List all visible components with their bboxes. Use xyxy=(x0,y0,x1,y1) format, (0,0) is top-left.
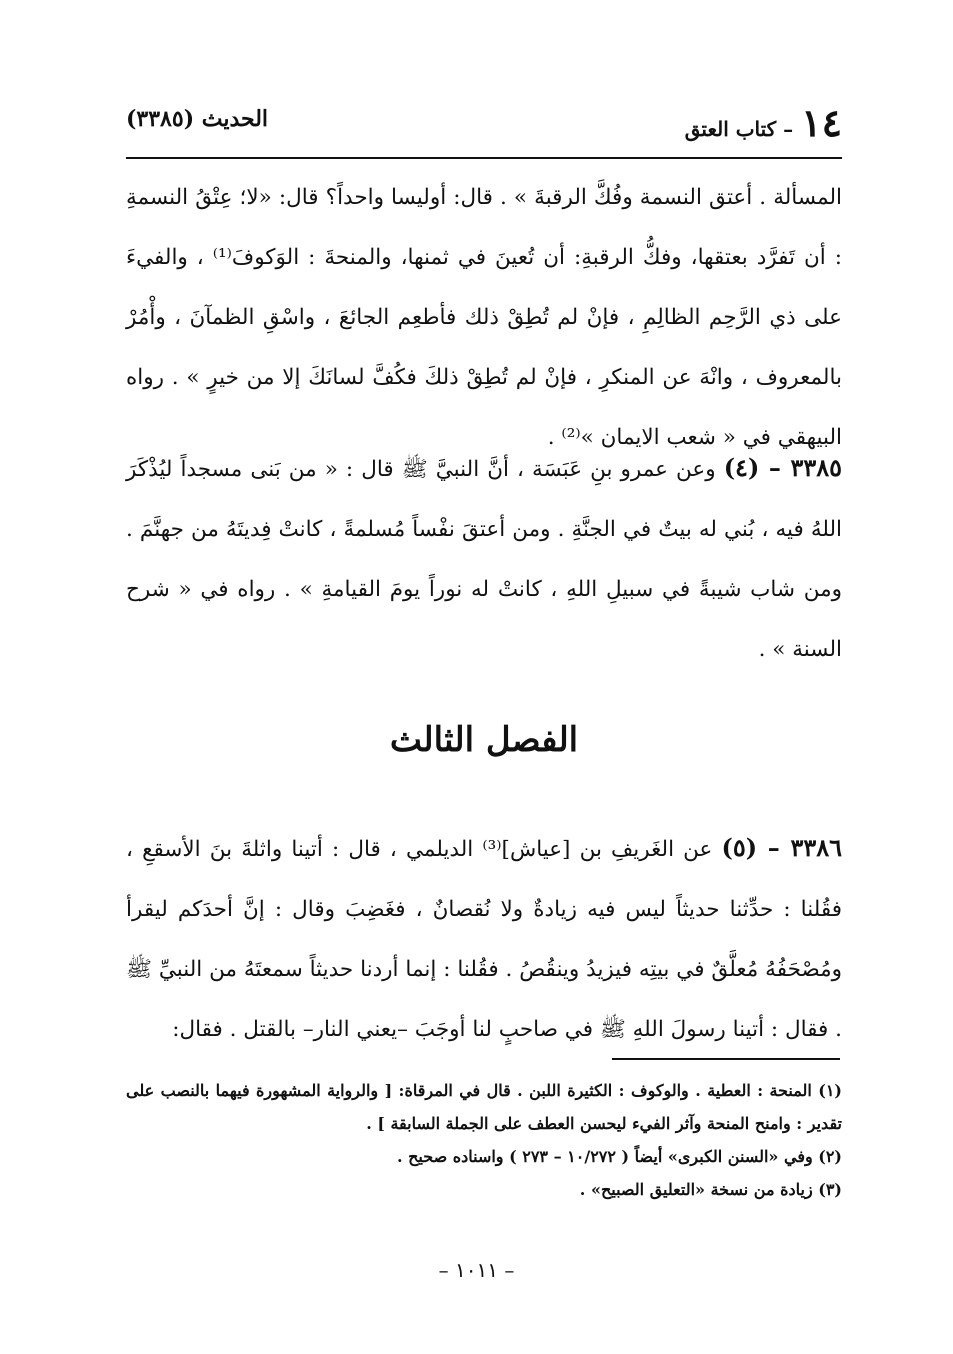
hadith-text: وعن عمرو بنِ عَبَسَة ، أنَّ النبيَّ ﷺ قال : « من بَنى مسجداً ليُذْكَرَ اللهُ فيه ، بُني له بيتٌ في الجنَّةِ . ومن أعتقَ نفْساً مُسلمةً ، كانتْ فِديتَهُ من جهنَّمَ . ومن شاب شيبةً في سبيلِ اللهِ ، كانتْ له نوراً يومَ القيامةِ » . رواه في « شرح السنة » . xyxy=(126,457,842,662)
hadith-number: ٣٣٨٦ – (٥) xyxy=(721,833,842,862)
hadith-3386 xyxy=(126,818,842,1060)
footnote-3: (٣) زيادة من نسخة «التعليق الصبيح» . xyxy=(579,1180,842,1199)
hadith-reference: الحديث (٣٣٨٥) xyxy=(126,106,269,132)
header-divider xyxy=(126,157,842,159)
footnotes xyxy=(126,1074,842,1206)
chapter-heading xyxy=(684,100,842,145)
chapter-number: ١٤ xyxy=(801,100,842,145)
hadith-text: عن الغَريفِ بن [عياش]⁽³⁾ الديلمي ، قال : أتينا واثلةَ بنَ الأسقعِ ، فقُلنا : حدِّثنا حديثاً ليس فيه زيادةٌ ولا نُقصانٌ ، فغَضِبَ وقال : إنَّ أحدَكم ليقرأ ومُصْحَفُهُ مُعلَّقٌ في بيتِه فيزيدُ وينقُصُ . فقُلنا : إنما أردنا حديثاً سمعتَهُ من النبيِّ ﷺ . فقال : أتينا رسولَ اللهِ ﷺ في صاحبٍ لنا أوجَبَ –يعني النار– بالقتل . فقال: xyxy=(126,837,842,1042)
page-number: – ١٠١١ – xyxy=(438,1258,515,1282)
paragraph-continuation: المسألة . أعتق النسمة وفُكَّ الرقبةَ » . قال: أوليسا واحداً؟ قال: «لا؛ عِتْقُ النسمةِ : أن تَفرَّد بعتقها، وفكُّ الرقبةِ: أن تُعينَ في ثمنها، والمنحةَ : الوَكوفَ⁽¹⁾ ، والفيءَ على ذي الرَّحِم الظالِمِ ، فإنْ لم تُطِقْ ذلك فأطعِم الجائعَ ، واسْقِ الظمآنَ ، وأْمُرْ بالمعروف ، وانْهَ عن المنكرِ ، فإنْ لم تُطِقْ ذلكَ فكُفَّ لسانَكَ إلا من خيرٍ » . رواه البيهقي في « شعب الايمان »⁽²⁾ . xyxy=(126,185,843,450)
footnote-1: (١) المنحة : العطية . والوكوف : الكثيرة اللبن . قال في المرقاة: [ والرواية المشهورة فيهما بالنصب على تقدير : وامنح المنحة وآثر الفيء ليحسن العطف على الجملة السابقة ] . xyxy=(126,1081,842,1133)
hadith-number: ٣٣٨٥ – (٤) xyxy=(723,453,842,482)
section-title: الفصل الثالث xyxy=(389,720,579,760)
footnote-2: (٢) وفي «السنن الكبرى» أيضاً ( ١٠/٢٧٢ – ٢٧٣ ) واسناده صحيح . xyxy=(396,1147,842,1166)
chapter-title: – كتاب العتق xyxy=(684,117,794,141)
footnote-divider xyxy=(612,1058,840,1060)
page-header xyxy=(126,96,842,156)
hadith-3385 xyxy=(126,438,842,680)
